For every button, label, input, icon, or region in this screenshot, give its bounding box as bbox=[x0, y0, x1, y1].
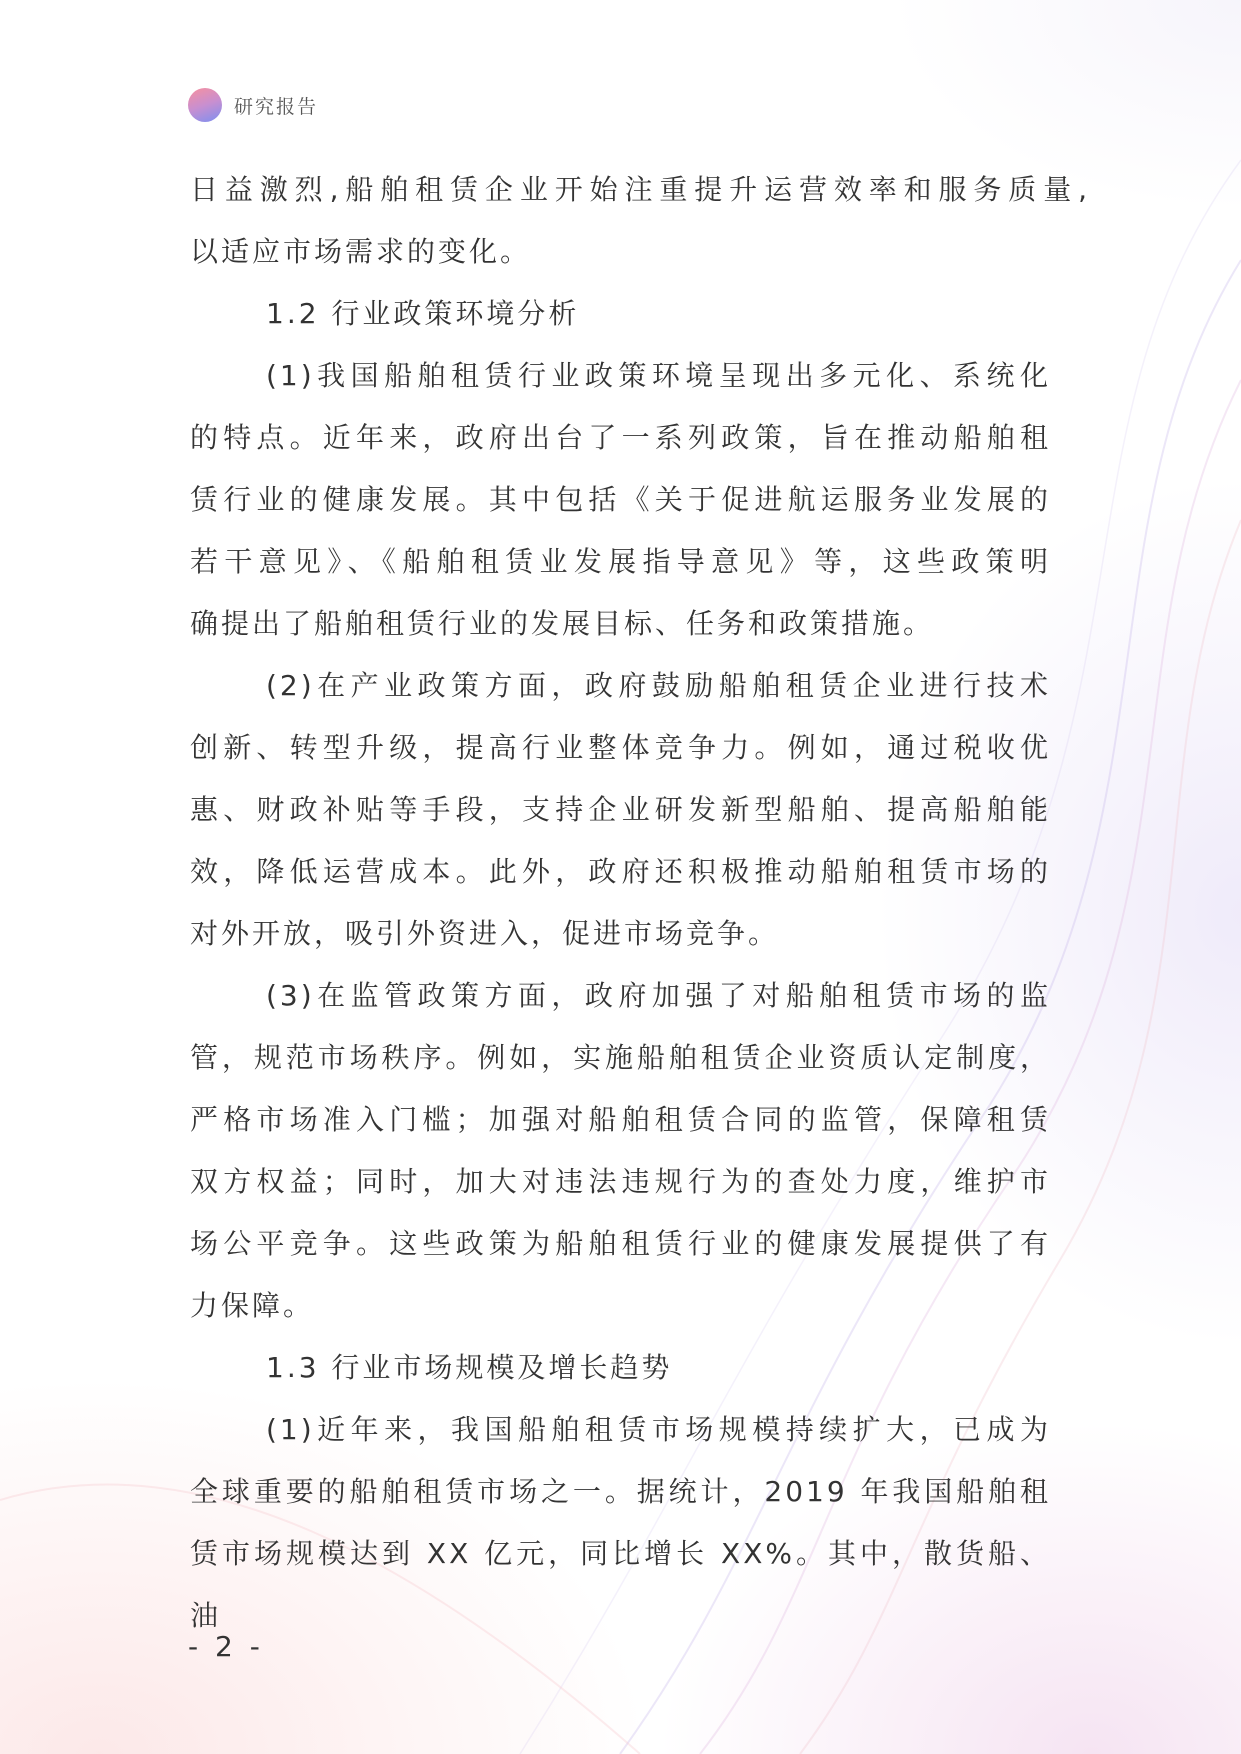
page-number: - 2 - bbox=[188, 1630, 264, 1663]
paragraph-line: 严格市场准入门槛；加强对船舶租赁合同的监管，保障租赁 bbox=[190, 1103, 1051, 1136]
paragraph-line: 场公平竞争。这些政策为船舶租赁行业的健康发展提供了有 bbox=[190, 1227, 1051, 1260]
paragraph-line: 全球重要的船舶租赁市场之一。据统计，2019 年我国船舶租 bbox=[190, 1475, 1051, 1508]
paragraph bbox=[190, 655, 1090, 965]
paragraph-line: 双方权益；同时，加大对违法违规行为的查处力度，维护市 bbox=[190, 1165, 1051, 1198]
paragraph-line: 赁行业的健康发展。其中包括《关于促进航运服务业发展的 bbox=[190, 483, 1051, 516]
section-heading: 1.2 行业政策环境分析 bbox=[266, 297, 580, 330]
paragraph-line: 的特点。近年来，政府出台了一系列政策，旨在推动船舶租 bbox=[190, 421, 1051, 454]
paragraph-line: 管，规范市场秩序。例如，实施船舶租赁企业资质认定制度， bbox=[190, 1041, 1051, 1074]
paragraph-line: (1)我国船舶租赁行业政策环境呈现出多元化、系统化 bbox=[266, 359, 1051, 392]
circle-logo-icon bbox=[188, 88, 222, 122]
paragraph-line: (2)在产业政策方面，政府鼓励船舶租赁企业进行技术 bbox=[266, 669, 1051, 702]
paragraph-line: 若干意见》、《船舶租赁业发展指导意见》等，这些政策明 bbox=[190, 545, 1051, 578]
report-header bbox=[188, 88, 318, 122]
paragraph-line: 力保障。 bbox=[190, 1289, 315, 1322]
paragraph-line: 创新、转型升级，提高行业整体竞争力。例如，通过税收优 bbox=[190, 731, 1051, 764]
paragraph bbox=[190, 345, 1090, 655]
paragraph-line: 对外开放，吸引外资进入，促进市场竞争。 bbox=[190, 917, 780, 950]
paragraph-line: 惠、财政补贴等手段，支持企业研发新型船舶、提高船舶能 bbox=[190, 793, 1051, 826]
paragraph bbox=[190, 159, 1090, 283]
paragraph-line: (1)近年来，我国船舶租赁市场规模持续扩大，已成为 bbox=[266, 1413, 1051, 1446]
paragraph-line: 日益激烈,船舶租赁企业开始注重提升运营效率和服务质量, bbox=[190, 173, 1090, 206]
header-label: 研究报告 bbox=[234, 95, 319, 118]
paragraph bbox=[190, 965, 1090, 1337]
paragraph-line: 确提出了船舶租赁行业的发展目标、任务和政策措施。 bbox=[190, 607, 935, 640]
document-body bbox=[190, 159, 1090, 1632]
paragraph-line: 效，降低运营成本。此外，政府还积极推动船舶租赁市场的 bbox=[190, 855, 1051, 888]
section-heading: 1.3 行业市场规模及增长趋势 bbox=[266, 1351, 673, 1384]
paragraph bbox=[190, 1399, 1090, 1632]
paragraph-line: (3)在监管政策方面，政府加强了对船舶租赁市场的监 bbox=[266, 979, 1051, 1012]
paragraph-line: 赁市场规模达到 XX 亿元，同比增长 XX%。其中，散货船、油 bbox=[190, 1537, 1051, 1632]
paragraph-line: 以适应市场需求的变化。 bbox=[190, 235, 532, 268]
